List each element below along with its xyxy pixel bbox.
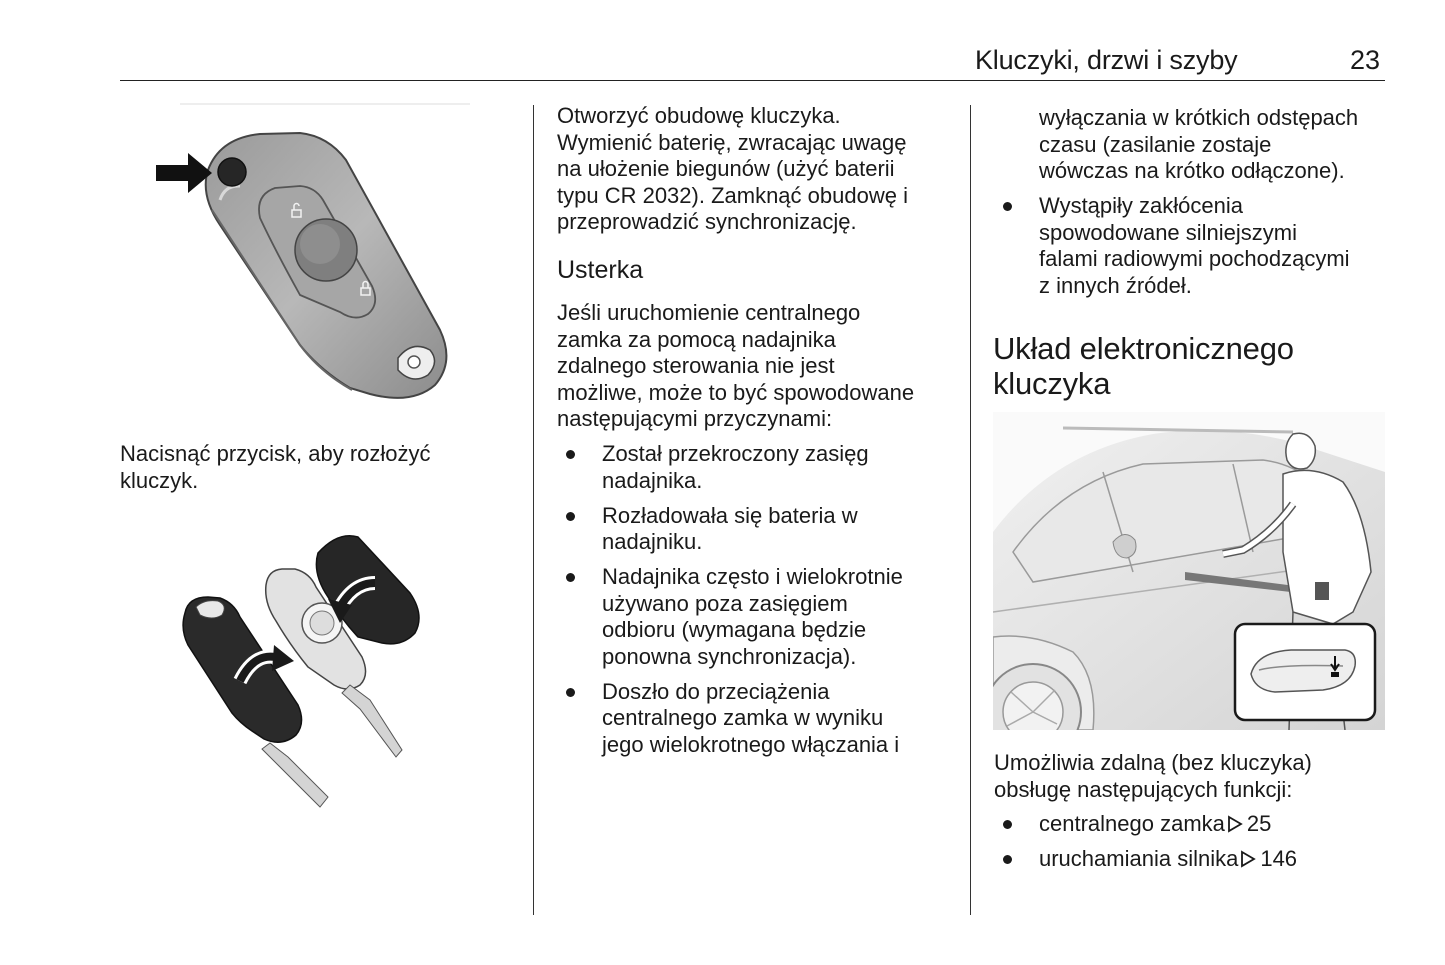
list-item: Rozładowała się bateria w nadajniku. [557, 503, 957, 556]
running-header-title: Kluczyki, drzwi i szyby [975, 45, 1238, 75]
list-item: Nadajnika często i wielokrotnie używano poza zasięgiem odbioru (wymagana będzie ponowna synchronizacja). [557, 564, 957, 670]
list-item: Doszło do przeciążenia centralnego zamka w wyniku jego wielokrotnego włączania i [557, 679, 957, 759]
page-reference-146[interactable]: 146 [1260, 846, 1298, 871]
battery-replacement-illustration [170, 525, 445, 815]
battery-instructions: Otworzyć obudowę kluczyka. Wymienić baterię, zwracając uwagę na ułożenie biegunów (użyć baterii typu CR 2032). Zamknąć obudowę i przeprowadzić synchronizację. [557, 103, 908, 234]
interference-list [994, 193, 1394, 308]
malfunction-heading: Usterka [557, 256, 644, 284]
malfunction-description: Jeśli uruchomienie centralnego zamka za pomocą nadajnika zdalnego sterowania nie jest możliwe, może to być spowodowane następującymi przyczynami: [557, 300, 915, 431]
list-item: Został przekroczony zasięg nadajnika. [557, 441, 957, 494]
col1-caption: Nacisnąć przycisk, aby rozłożyć kluczyk. [120, 441, 431, 493]
section-heading-keyless: Układ elektronicznego kluczyka [993, 331, 1294, 401]
keyless-functions-list [994, 811, 1384, 881]
list-item: uruchamiania silnika 146 [994, 846, 1384, 873]
page-reference-icon [1240, 850, 1256, 868]
list-item: centralnego zamka 25 [994, 811, 1384, 838]
header-rule [120, 80, 1385, 81]
list-item: Wystąpiły zakłócenia spowodowane silniejszymi falami radiowymi pochodzącymi z innych źródeł. [994, 193, 1394, 299]
keyless-intro: Umożliwia zdalną (bez kluczyka) obsługę następujących funkcji: [994, 750, 1312, 802]
page-reference-icon [1227, 815, 1243, 833]
column-divider-right [970, 105, 971, 915]
column-divider-left [533, 105, 534, 915]
malfunction-causes-list [557, 441, 957, 767]
continued-bullet-text: wyłączania w krótkich odstępach czasu (zasilanie zostaje wówczas na krótko odłączone). [1039, 105, 1359, 183]
page-number: 23 [1350, 45, 1381, 75]
page-reference-25[interactable]: 25 [1246, 811, 1272, 836]
keyless-entry-illustration [993, 412, 1385, 730]
key-fold-button-illustration [150, 100, 475, 405]
